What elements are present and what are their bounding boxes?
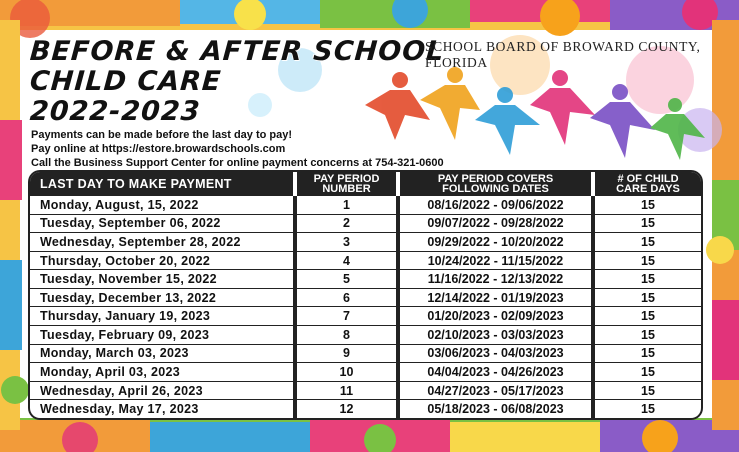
table-row (30, 214, 701, 233)
header-pay-period-covers: PAY PERIOD COVERS FOLLOWING DATES (398, 172, 593, 196)
last-day-cell: Monday, April 03, 2023 (30, 363, 295, 382)
covers-dates-cell: 01/20/2023 - 02/09/2023 (398, 307, 593, 326)
covers-dates-cell: 08/16/2022 - 09/06/2022 (398, 196, 593, 214)
header-pay-period-number: PAY PERIOD NUMBER (295, 172, 398, 196)
last-day-cell: Wednesday, May 17, 2023 (30, 400, 295, 418)
table-row (30, 326, 701, 345)
covers-dates-cell: 05/18/2023 - 06/08/2023 (398, 400, 593, 418)
support-center-note: Call the Business Support Center for online payment concerns at 754-321-0600 (31, 157, 444, 169)
child-care-days-cell: 15 (593, 270, 701, 289)
online-payment-link[interactable]: Pay online at https://estore.browardschools.com (31, 143, 286, 155)
last-day-cell: Tuesday, November 15, 2022 (30, 270, 295, 289)
pay-period-number-cell: 8 (295, 326, 398, 345)
table-row (30, 307, 701, 326)
last-day-cell: Tuesday, February 09, 2023 (30, 326, 295, 345)
pay-period-number-cell: 11 (295, 381, 398, 400)
table-row (30, 400, 701, 418)
covers-dates-cell: 03/06/2023 - 04/03/2023 (398, 344, 593, 363)
last-day-cell: Tuesday, December 13, 2022 (30, 288, 295, 307)
covers-dates-cell: 12/14/2022 - 01/19/2023 (398, 288, 593, 307)
pay-period-number-cell: 2 (295, 214, 398, 233)
pay-period-number-cell: 5 (295, 270, 398, 289)
child-care-days-cell: 15 (641, 402, 655, 417)
header-last-day: LAST DAY TO MAKE PAYMENT (30, 172, 295, 196)
child-care-days-cell: 15 (593, 307, 701, 326)
pay-period-number-cell: 12 (295, 400, 398, 418)
child-care-days-cell: 15 (593, 326, 701, 345)
pay-period-number-cell: 1 (295, 196, 398, 214)
school-board-name: SCHOOL BOARD OF BROWARD COUNTY, FLORIDA (425, 39, 701, 70)
last-day-cell: Thursday, October 20, 2022 (30, 251, 295, 270)
child-care-days-cell: 15 (593, 288, 701, 307)
payment-note: Payments can be made before the last day to pay! (31, 129, 293, 141)
last-day-cell: Monday, August, 15, 2022 (30, 196, 295, 214)
child-care-days-cell: 15 (593, 251, 701, 270)
child-care-days-cell: 15 (593, 381, 701, 400)
pay-period-number-cell: 6 (295, 288, 398, 307)
table-row (30, 270, 701, 289)
child-care-days-cell: 15 (593, 344, 701, 363)
child-care-days-cell: 15 (593, 233, 701, 252)
table-row (30, 381, 701, 400)
last-day-cell: Wednesday, April 26, 2023 (30, 381, 295, 400)
pay-period-number-cell: 9 (295, 344, 398, 363)
child-care-days-cell: 15 (593, 196, 701, 214)
pay-period-number-cell: 4 (295, 251, 398, 270)
table-row (30, 288, 701, 307)
table-row (30, 196, 701, 214)
pay-period-number-cell: 10 (295, 363, 398, 382)
header-child-care-days: # OF CHILD CARE DAYS (593, 172, 701, 196)
child-care-days-cell: 15 (593, 214, 701, 233)
covers-dates-cell: 09/29/2022 - 10/20/2022 (398, 233, 593, 252)
covers-dates-cell: 09/07/2022 - 09/28/2022 (398, 214, 593, 233)
table-row (30, 233, 701, 252)
table-row (30, 344, 701, 363)
covers-dates-cell: 02/10/2023 - 03/03/2023 (398, 326, 593, 345)
title-line-2: CHILD CARE (28, 66, 223, 97)
pay-period-number-cell: 3 (295, 233, 398, 252)
covers-dates-cell: 04/27/2023 - 05/17/2023 (398, 381, 593, 400)
covers-dates-cell: 04/04/2023 - 04/26/2023 (398, 363, 593, 382)
title-line-3-school-year: 2022-2023 (28, 96, 202, 127)
covers-dates-cell: 10/24/2022 - 11/15/2022 (398, 251, 593, 270)
last-day-cell: Tuesday, September 06, 2022 (30, 214, 295, 233)
pay-period-number-cell: 7 (295, 307, 398, 326)
last-day-cell: Wednesday, September 28, 2022 (30, 233, 295, 252)
last-day-cell: Thursday, January 19, 2023 (30, 307, 295, 326)
table-row (30, 363, 701, 382)
payment-schedule-table (30, 172, 701, 418)
child-care-days-cell: 15 (593, 363, 701, 382)
last-day-cell: Monday, March 03, 2023 (30, 344, 295, 363)
title-line-1: BEFORE & AFTER SCHOOL (28, 36, 446, 67)
covers-dates-cell: 11/16/2022 - 12/13/2022 (398, 270, 593, 289)
table-row (30, 251, 701, 270)
